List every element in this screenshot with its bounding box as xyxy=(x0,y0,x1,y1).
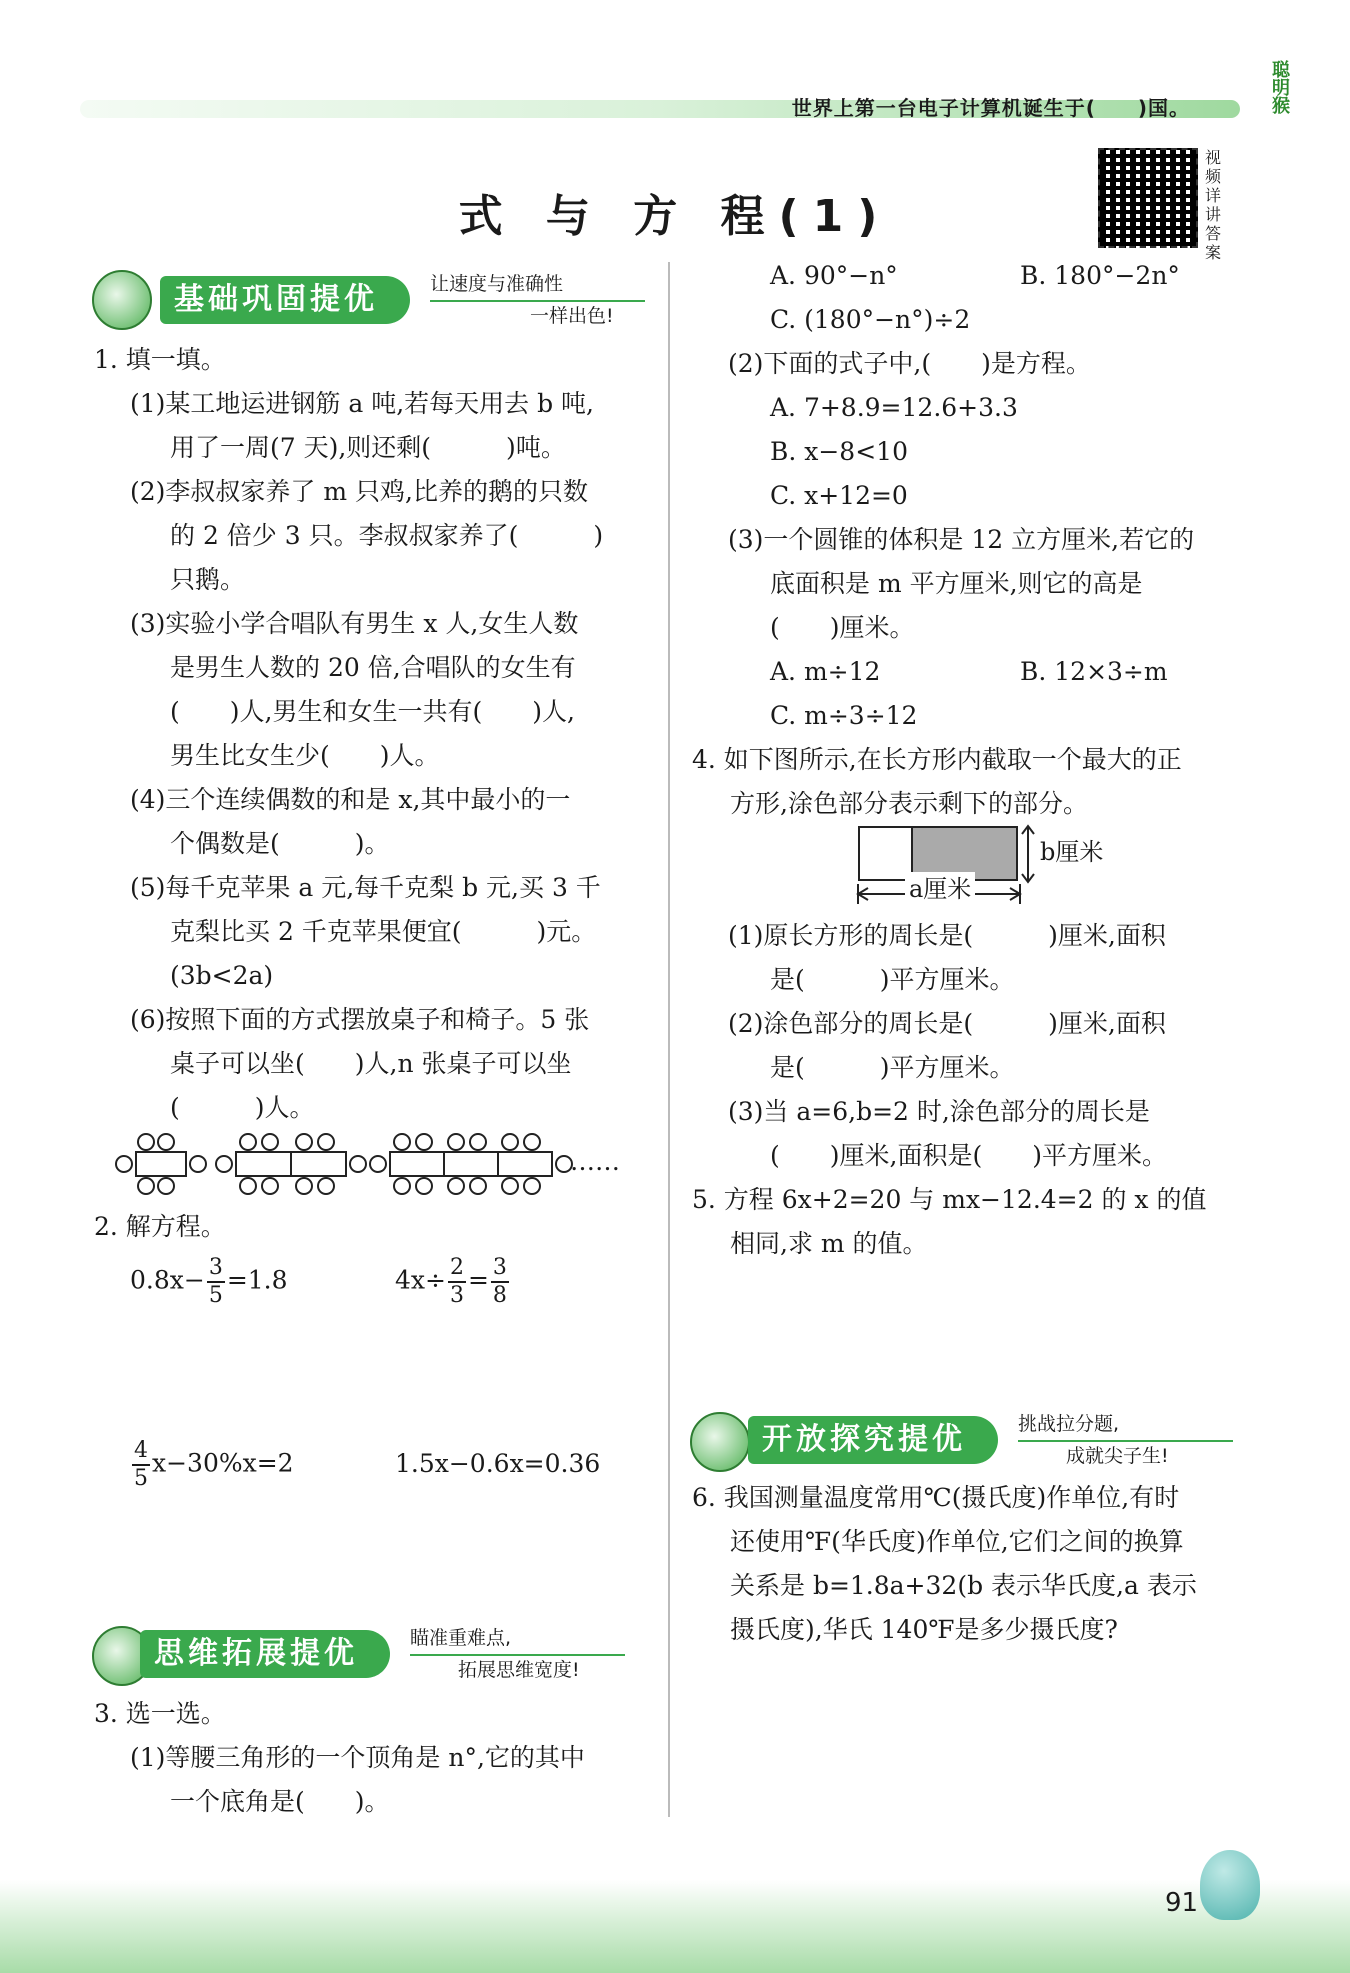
q3-option: C. m÷3÷12 xyxy=(770,701,918,730)
q1-line: (1)某工地运进钢筋 a 吨,若每天用去 b 吨, xyxy=(130,389,595,418)
q3-line: (3)一个圆锥的体积是 12 立方厘米,若它的 xyxy=(728,525,1195,554)
q1-line: (3b<2a) xyxy=(170,961,274,990)
page-number: 91 xyxy=(1165,1888,1199,1918)
q3-line: 底面积是 m 平方厘米,则它的高是 xyxy=(770,569,1143,598)
q4-line: (1)原长方形的周长是( )厘米,面积 xyxy=(728,921,1166,950)
slogan-open-2: 成就尖子生! xyxy=(1066,1445,1169,1467)
section-banner-open: 开放探究提优 xyxy=(748,1416,998,1464)
q5-line: 5. 方程 6x+2=20 与 mx−12.4=2 的 x 的值 xyxy=(692,1185,1207,1214)
q3-line: (2)下面的式子中,( )是方程。 xyxy=(728,349,1091,378)
skater-mascot-icon xyxy=(92,270,152,330)
q1-line: 男生比女生少( )人。 xyxy=(170,741,440,770)
q1-line: 克梨比买 2 千克苹果便宜( )元。 xyxy=(170,917,597,946)
q4-line: (3)当 a=6,b=2 时,涂色部分的周长是 xyxy=(728,1097,1150,1126)
column-divider xyxy=(668,262,670,1817)
q6-line: 6. 我国测量温度常用℃(摄氏度)作单位,有时 xyxy=(692,1483,1180,1512)
q1-line: ( )人,男生和女生一共有( )人, xyxy=(170,697,575,726)
qr-code-icon[interactable] xyxy=(1098,148,1198,248)
label-b: b厘米 xyxy=(1040,838,1104,866)
q1-line: 的 2 倍少 3 只。李叔叔家养了( ) xyxy=(170,521,604,550)
q1-line: (3)实验小学合唱队有男生 x 人,女生人数 xyxy=(130,609,579,638)
q4-line: 4. 如下图所示,在长方形内截取一个最大的正 xyxy=(692,745,1182,774)
equation-2: 4x÷ $\frac{2}{3}$ = $\frac{3}{8}$ xyxy=(395,1255,507,1308)
q1-line: ( )人。 xyxy=(170,1093,315,1122)
q4-line: 是( )平方厘米。 xyxy=(770,965,1015,994)
footer-band xyxy=(0,1880,1350,1973)
height-arrow xyxy=(1018,822,1040,886)
trivia-question: 世界上第一台电子计算机诞生于( )国。 xyxy=(791,96,1190,120)
q1-line: (2)李叔叔家养了 m 只鸡,比养的鹅的只数 xyxy=(130,477,588,506)
q1-heading: 1. 填一填。 xyxy=(94,345,226,374)
equation-3: $\frac{4}{5}$ x−30%x=2 xyxy=(134,1438,294,1491)
q3-line: ( )厘米。 xyxy=(770,613,915,642)
q3-line: 一个底角是( )。 xyxy=(170,1787,390,1816)
q6-line: 还使用℉(华氏度)作单位,它们之间的换算 xyxy=(730,1527,1184,1556)
q1-line: 用了一周(7 天),则还剩( )吨。 xyxy=(170,433,566,462)
q1-line: 桌子可以坐( )人,n 张桌子可以坐 xyxy=(170,1049,572,1078)
equation-4: 1.5x−0.6x=0.36 xyxy=(395,1449,601,1478)
q4-line: ( )厘米,面积是( )平方厘米。 xyxy=(770,1141,1167,1170)
figure-ellipsis: …… xyxy=(570,1147,620,1176)
q3-option: A. 7+8.9=12.6+3.3 xyxy=(770,393,1018,422)
slogan-open-1: 挑战拉分题, xyxy=(1018,1413,1120,1435)
label-a: a厘米 xyxy=(905,872,975,906)
q3-option: A. 90°−n° xyxy=(770,261,898,290)
dolphin-icon xyxy=(1200,1850,1260,1920)
q6-line: 摄氏度),华氏 140℉是多少摄氏度? xyxy=(730,1615,1118,1644)
q3-option: C. (180°−n°)÷2 xyxy=(770,305,971,334)
q3-line: (1)等腰三角形的一个顶角是 n°,它的其中 xyxy=(130,1743,585,1772)
q3-heading: 3. 选一选。 xyxy=(94,1699,226,1728)
q1-line: (5)每千克苹果 a 元,每千克梨 b 元,买 3 千 xyxy=(130,873,601,902)
equation-1: 0.8x− $\frac{3}{5}$ =1.8 xyxy=(130,1255,288,1308)
q2-heading: 2. 解方程。 xyxy=(94,1212,226,1241)
slogan-basic-2: 一样出色! xyxy=(530,305,614,327)
slogan-thinking-1: 瞄准重难点, xyxy=(410,1627,512,1649)
q1-line: 是男生人数的 20 倍,合唱队的女生有 xyxy=(170,653,576,682)
q3-option: B. x−8<10 xyxy=(770,437,908,466)
brand-logo: 聪明猴 xyxy=(1269,60,1290,114)
q3-option: B. 12×3÷m xyxy=(1020,657,1168,686)
qr-label: 视频详讲答案 xyxy=(1205,148,1222,262)
tables-chairs-figure xyxy=(108,1130,628,1200)
explorer-mascot-icon xyxy=(690,1412,750,1472)
q4-line: (2)涂色部分的周长是( )厘米,面积 xyxy=(728,1009,1166,1038)
q3-option: A. m÷12 xyxy=(770,657,881,686)
slogan-thinking-2: 拓展思维宽度! xyxy=(458,1659,580,1681)
q1-line: 个偶数是( )。 xyxy=(170,829,390,858)
q1-line: 只鹅。 xyxy=(170,565,246,594)
q1-line: (6)按照下面的方式摆放桌子和椅子。5 张 xyxy=(130,1005,590,1034)
section-banner-thinking: 思维拓展提优 xyxy=(140,1630,390,1678)
q5-line: 相同,求 m 的值。 xyxy=(730,1229,928,1258)
q1-line: (4)三个连续偶数的和是 x,其中最小的一 xyxy=(130,785,571,814)
slogan-basic-1: 让速度与准确性 xyxy=(430,273,564,295)
q3-option: B. 180°−2n° xyxy=(1020,261,1180,290)
q4-line: 方形,涂色部分表示剩下的部分。 xyxy=(730,789,1088,818)
q4-line: 是( )平方厘米。 xyxy=(770,1053,1015,1082)
page-title: 式 与 方 程(1) xyxy=(458,191,892,242)
q3-option: C. x+12=0 xyxy=(770,481,908,510)
q6-line: 关系是 b=1.8a+32(b 表示华氏度,a 表示 xyxy=(730,1571,1197,1600)
section-banner-basic: 基础巩固提优 xyxy=(160,276,410,324)
